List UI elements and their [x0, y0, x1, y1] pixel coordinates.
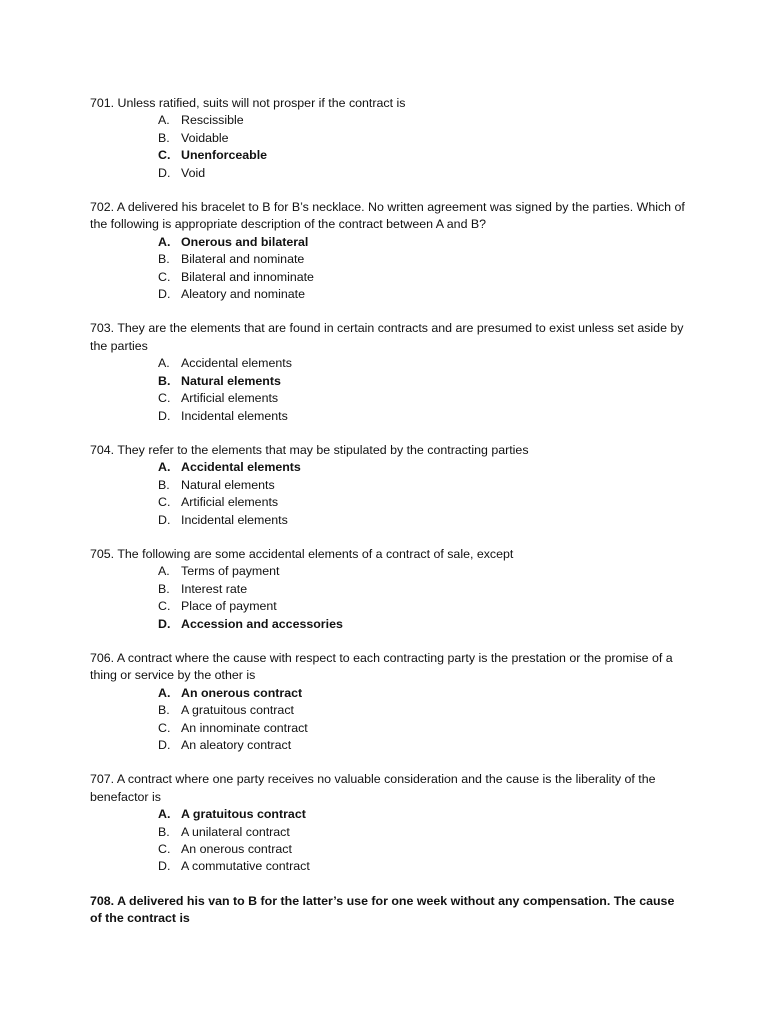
option-letter: B.	[158, 703, 170, 718]
option-text: Rescissible	[181, 113, 244, 128]
question-text: 705. The following are some accidental elements of a contract of sale, except	[90, 546, 514, 561]
option-letter: C.	[158, 269, 171, 284]
option-text: Voidable	[181, 130, 229, 145]
option-letter: C.	[158, 148, 171, 163]
option-letter: D.	[158, 512, 171, 527]
option-text: An aleatory contract	[181, 738, 292, 752]
option-list	[90, 806, 688, 876]
option-text: A gratuitous contract	[181, 807, 306, 822]
option-d	[90, 165, 688, 182]
option-text: Artificial elements	[181, 391, 279, 406]
option-d	[90, 408, 688, 425]
option-text: Accidental elements	[181, 356, 292, 371]
option-text: An onerous contract	[181, 685, 303, 700]
option-letter: A.	[158, 564, 170, 579]
question-text: 702. A delivered his bracelet to B for B’s necklace. No written agreement was signed by the parties. Which of the following is appropriate description of the contract between A and B?	[90, 200, 685, 232]
option-list	[90, 355, 688, 425]
option-letter: D.	[158, 408, 171, 423]
option-b	[90, 251, 688, 268]
option-d	[90, 286, 688, 303]
question-707	[90, 771, 688, 875]
question-701	[90, 95, 688, 182]
option-b	[90, 824, 688, 841]
option-a	[90, 112, 688, 129]
option-letter: B.	[158, 252, 170, 267]
option-c	[90, 147, 688, 164]
question-text: 707. A contract where one party receives no valuable consideration and the cause is the liberality of the benefactor is	[90, 772, 656, 804]
option-text: A unilateral contract	[181, 824, 290, 839]
option-letter: D.	[158, 287, 171, 302]
option-c	[90, 494, 688, 511]
option-letter: B.	[158, 373, 171, 388]
option-letter: D.	[158, 616, 171, 631]
question-text: 701. Unless ratified, suits will not prosper if the contract is	[90, 96, 406, 110]
option-letter: C.	[158, 495, 171, 510]
option-d	[90, 737, 688, 754]
question-705	[90, 546, 688, 633]
option-letter: A.	[158, 356, 170, 371]
option-a	[90, 806, 688, 823]
option-text: Unenforceable	[181, 148, 268, 163]
option-c	[90, 269, 688, 286]
option-letter: A.	[158, 234, 171, 249]
option-letter: B.	[158, 477, 170, 492]
option-letter: A.	[158, 807, 171, 822]
option-letter: C.	[158, 599, 171, 614]
option-c	[90, 720, 688, 737]
option-c	[90, 598, 688, 615]
option-text: An innominate contract	[181, 720, 308, 735]
option-text: Incidental elements	[181, 408, 288, 423]
option-text: Accession and accessories	[181, 616, 343, 631]
option-a	[90, 355, 688, 372]
option-d	[90, 858, 688, 875]
option-letter: A.	[158, 113, 170, 128]
option-letter: C.	[158, 720, 171, 735]
option-text: A commutative contract	[181, 859, 310, 874]
option-text: Artificial elements	[181, 495, 279, 510]
option-a	[90, 459, 688, 476]
option-text: A gratuitous contract	[181, 703, 294, 718]
option-d	[90, 616, 688, 633]
question-704	[90, 442, 688, 529]
option-letter: B.	[158, 130, 170, 145]
option-letter: D.	[158, 859, 171, 874]
option-list	[90, 685, 688, 755]
option-a	[90, 685, 688, 702]
option-text: Bilateral and innominate	[181, 269, 314, 284]
question-text: 708. A delivered his van to B for the latter’s use for one week without any compensation. The cause of the contract is	[90, 893, 675, 926]
option-list	[90, 563, 688, 633]
option-b	[90, 702, 688, 719]
option-b	[90, 373, 688, 390]
option-list	[90, 459, 688, 529]
option-a	[90, 563, 688, 580]
question-text: 706. A contract where the cause with respect to each contracting party is the prestation or the promise of a thing or service by the other is	[90, 650, 673, 683]
option-b	[90, 581, 688, 598]
option-text: Interest rate	[181, 581, 248, 596]
option-d	[90, 512, 688, 529]
question-702	[90, 199, 688, 303]
question-text: 703. They are the elements that are found in certain contracts and are presumed to exist unless set aside by the parties	[90, 321, 684, 353]
option-letter: D.	[158, 165, 171, 180]
option-text: Onerous and bilateral	[181, 234, 309, 249]
option-letter: C.	[158, 842, 171, 857]
option-list	[90, 112, 688, 182]
option-list	[90, 234, 688, 304]
question-703	[90, 320, 688, 424]
option-c	[90, 841, 688, 858]
option-text: Bilateral and nominate	[181, 252, 305, 267]
option-b	[90, 130, 688, 147]
option-letter: A.	[158, 460, 171, 475]
question-text: 704. They refer to the elements that may be stipulated by the contracting parties	[90, 442, 529, 457]
option-letter: D.	[158, 738, 171, 752]
option-letter: C.	[158, 391, 171, 406]
option-text: Accidental elements	[181, 460, 301, 475]
option-letter: B.	[158, 824, 170, 839]
question-706	[90, 650, 688, 754]
question-708	[90, 893, 688, 928]
option-text: Incidental elements	[181, 512, 288, 527]
option-text: Aleatory and nominate	[181, 287, 305, 302]
option-letter: B.	[158, 581, 170, 596]
option-text: Void	[181, 165, 206, 180]
option-c	[90, 390, 688, 407]
option-text: Terms of payment	[181, 564, 280, 579]
option-text: Place of payment	[181, 599, 277, 614]
option-text: An onerous contract	[181, 842, 292, 857]
option-text: Natural elements	[181, 477, 275, 492]
option-letter: A.	[158, 685, 171, 700]
option-text: Natural elements	[181, 373, 281, 388]
option-b	[90, 477, 688, 494]
option-a	[90, 234, 688, 251]
